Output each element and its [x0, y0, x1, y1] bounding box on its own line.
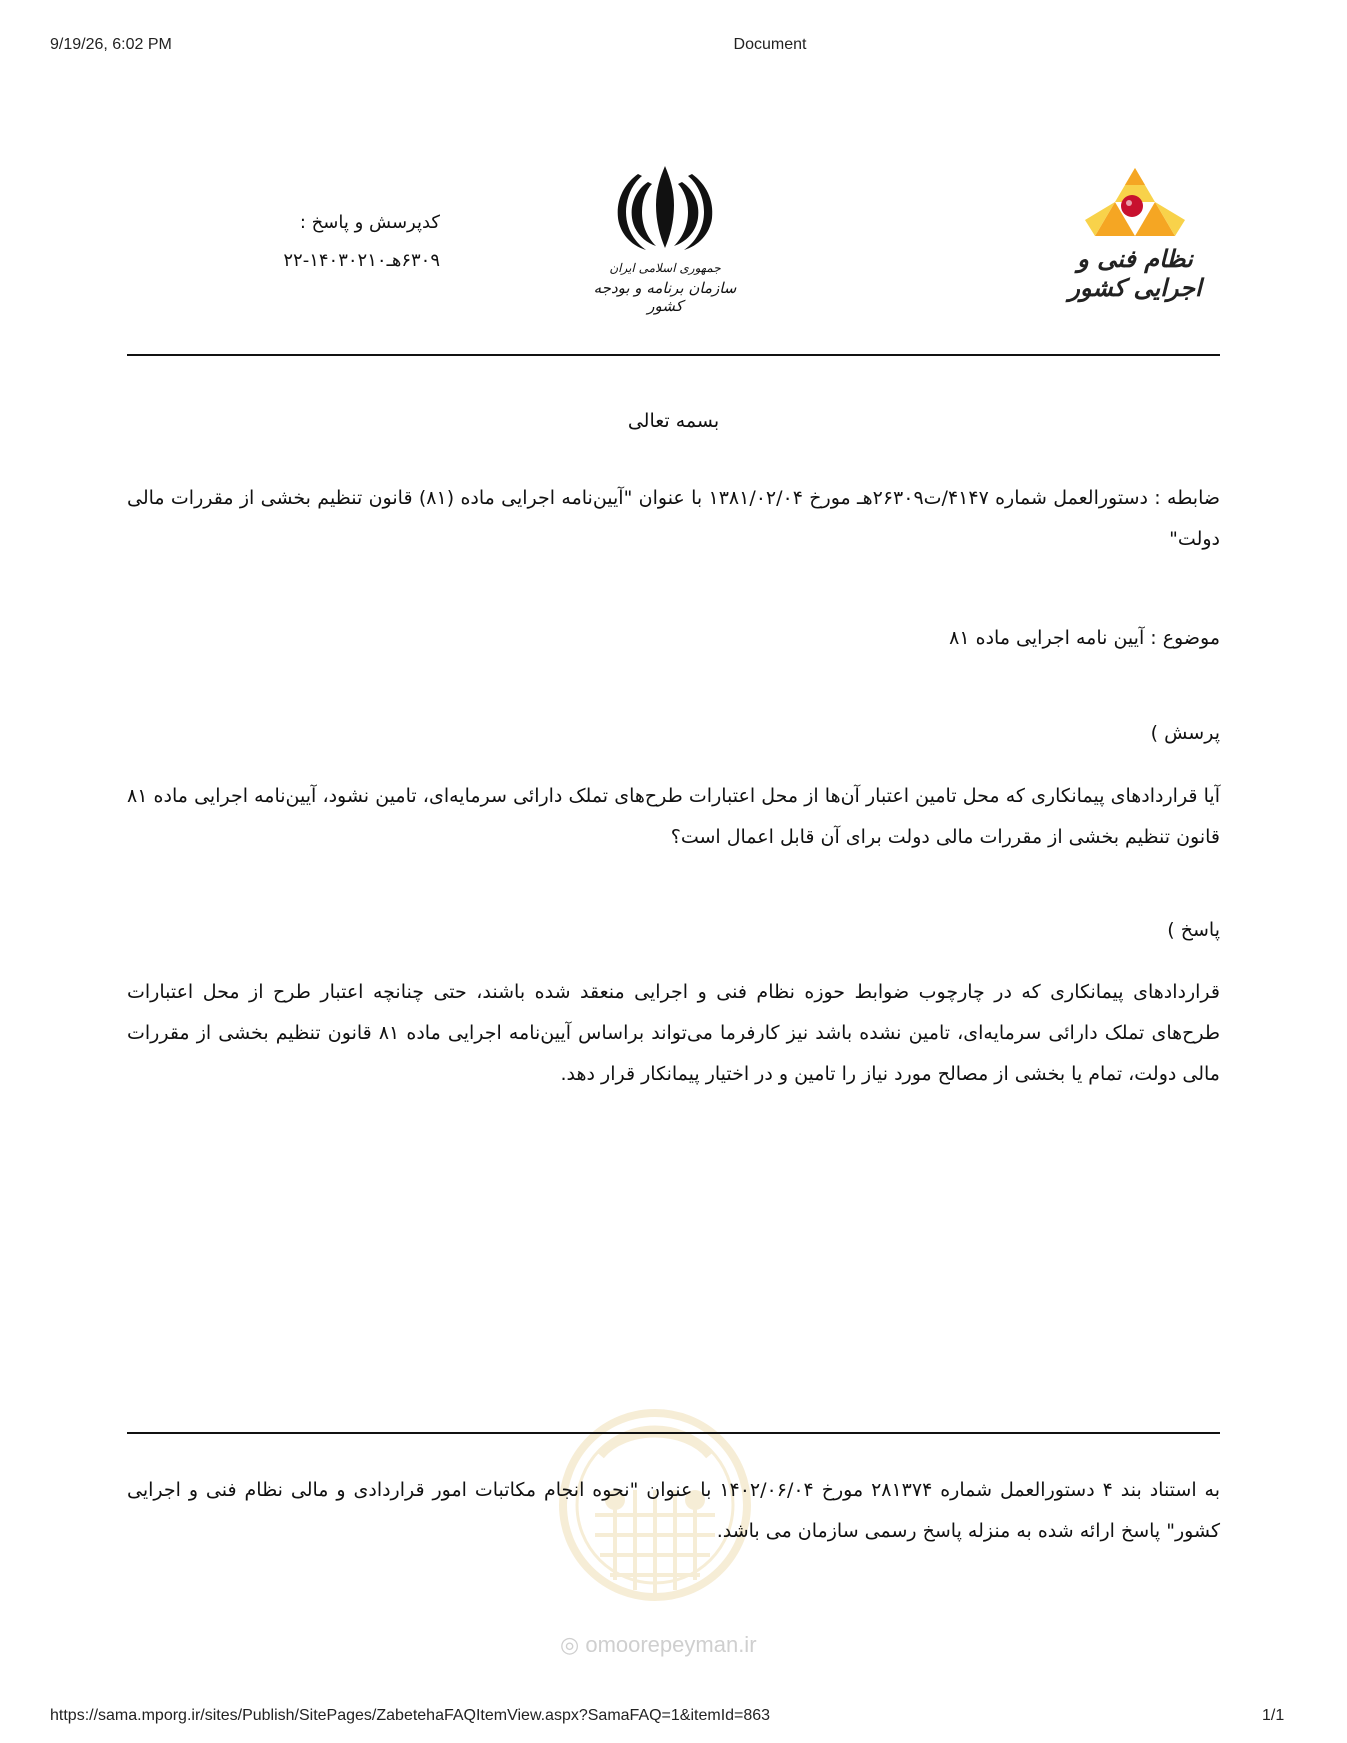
watermark-domain: ◎ omoorepeyman.ir: [560, 1632, 757, 1657]
print-page-number: 1/1: [1262, 1707, 1285, 1724]
print-datetime: 9/19/26, 6:02 PM: [50, 36, 172, 53]
footer-note: به استناد بند ۴ دستورالعمل شماره ۲۸۱۳۷۴ مورخ ۱۴۰۲/۰۶/۰۴ با عنوان "نحوه انجام مکاتبات امور قراردادی و مالی نظام فنی و اجرایی کشور" پاسخ ارائه شده به منزله پاسخ رسمی سازمان می باشد.: [127, 1479, 1221, 1542]
print-url[interactable]: https://sama.mporg.ir/sites/Publish/SitePages/ZabetehaFAQItemView.aspx?SamaFAQ=1&itemId=863: [50, 1707, 771, 1724]
footer-divider: [127, 1432, 1220, 1434]
logo-text: نظام فنی و اجرایی کشور: [1068, 244, 1202, 302]
watermark-at-icon: ◎: [560, 1632, 580, 1657]
question-text: آیا قراردادهای پیمانکاری که محل تامین اعتبار آن‌ها از محل اعتبارات طرح‌های تملک دارائی سرمایه‌ای، تامین نشود، آیین‌نامه اجرایی ماده ۸۱ قانون تنظیم بخشی از مقررات مالی دولت برای آن قابل اعمال است؟: [127, 785, 1220, 848]
nezam-fanni-logo-icon: [1060, 160, 1210, 240]
answer-label: پاسخ ): [1167, 919, 1220, 941]
print-title: Document: [733, 36, 807, 53]
iran-emblem: [590, 160, 740, 315]
qa-code-block: [220, 204, 440, 280]
iran-emblem-icon: [590, 160, 740, 255]
subject-text: موضوع : آیین نامه اجرایی ماده ۸۱: [949, 627, 1220, 649]
qa-code-label: کدپرسش و پاسخ :: [299, 212, 440, 233]
nezam-fanni-logo: [1060, 160, 1210, 300]
basmala: بسمه تعالی: [627, 410, 720, 432]
header-divider: [127, 354, 1220, 356]
emblem-line2: سازمان برنامه و بودجه کشور: [593, 279, 737, 315]
question-label: پرسش ): [1150, 722, 1220, 744]
emblem-line1: جمهوری اسلامی ایران: [609, 261, 721, 275]
zabeteh-text: ضابطه : دستورالعمل شماره ۴۱۴۷/ت۲۶۳۰۹هـ مورخ ۱۳۸۱/۰۲/۰۴ با عنوان "آیین‌نامه اجرایی ماده (۸۱) قانون تنظیم بخشی از مقررات مالی دولت": [127, 487, 1220, 550]
qa-code-value: ۶۳۰۹هـ۱۴۰۳۰۲۱۰-۲۲: [283, 250, 440, 271]
answer-text: قراردادهای پیمانکاری که در چارچوب ضوابط حوزه نظام فنی و اجرایی منعقد شده باشند، حتی چنانچه اعتبار طرح از محل اعتبارات طرح‌های تملک دارائی سرمایه‌ای، تامین نشده باشد نیز کارفرما می‌تواند براساس آیین‌نامه اجرایی ماده ۸۱ قانون تنظیم بخشی از مقررات مالی دولت، تمام یا بخشی از مصالح مورد نیاز را تامین و در اختیار پیمانکار قرار دهد.: [127, 981, 1220, 1085]
